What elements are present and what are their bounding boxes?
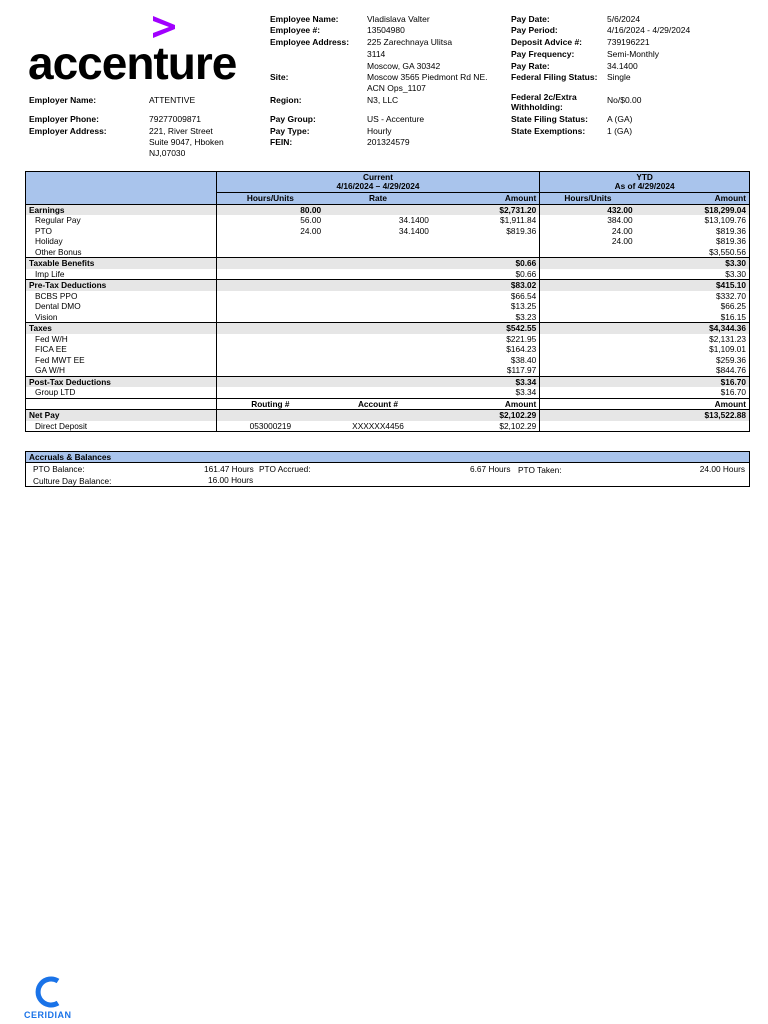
- tax-name: Fed W/H: [35, 333, 68, 344]
- table-row: [26, 344, 750, 355]
- netpay-columns-row: [26, 398, 750, 410]
- taxable-benefits-ytd: $3.30: [636, 258, 750, 269]
- earnings-hours: 80.00: [216, 204, 324, 215]
- earning-ytd-amount: $3,550.56: [709, 246, 746, 257]
- tax-ytd: $844.76: [716, 365, 746, 375]
- employee-number-label: Employee #:: [270, 25, 321, 35]
- deduction-name: Dental DMO: [35, 301, 81, 311]
- current-header: [216, 172, 540, 193]
- pay-type: Hourly: [367, 126, 392, 136]
- benefit-name: Imp Life: [35, 268, 65, 279]
- posttax-deduction-ytd: $16.70: [720, 387, 746, 397]
- table-header-period: [26, 172, 750, 193]
- deduction-name: BCBS PPO: [35, 290, 78, 301]
- table-row: [26, 226, 750, 237]
- earning-hours: [216, 236, 324, 247]
- benefit-ytd: $3.30: [725, 268, 746, 279]
- pay-group-label: Pay Group:: [270, 114, 316, 124]
- table-row: [26, 236, 750, 247]
- pay-rate: 34.1400: [607, 61, 638, 71]
- table-row: [26, 387, 750, 398]
- ceridian-c-icon: [34, 975, 64, 1009]
- table-row: [26, 334, 750, 345]
- federal-2c-label-line2: Withholding:: [511, 101, 563, 112]
- tax-ytd: $259.36: [716, 354, 746, 365]
- deduction-ytd: $66.25: [720, 301, 746, 311]
- earning-ytd-hours: [540, 247, 636, 258]
- deposit-advice: 739196221: [607, 37, 650, 47]
- deposit-advice-label: Deposit Advice #:: [511, 37, 583, 47]
- deduction-amount: $3.23: [515, 311, 537, 322]
- earning-ytd-amount: $819.36: [716, 225, 746, 236]
- employer-address-line1: 221, River Street: [149, 126, 213, 136]
- employee-address-line3: Moscow, GA 30342: [367, 61, 441, 71]
- table-row: [26, 291, 750, 302]
- fein: 201324579: [367, 137, 410, 147]
- pay-group: US - Accenture: [367, 114, 425, 124]
- earning-amount: [432, 236, 540, 247]
- netpay-section-row: [26, 410, 750, 421]
- earnings-ytd-amount: $18,299.04: [636, 204, 750, 215]
- employer-name-label: Employer Name:: [29, 95, 97, 105]
- table-row: [26, 215, 750, 226]
- deposit-account: XXXXXX4456: [352, 420, 404, 431]
- earning-amount: $1,911.84: [499, 215, 537, 225]
- pay-date: 5/6/2024: [607, 14, 641, 24]
- tax-ytd: $1,109.01: [709, 344, 746, 354]
- employer-phone-label: Employer Phone:: [29, 114, 99, 124]
- earning-rate: 34.1400: [398, 225, 429, 236]
- col-net-amount: Amount: [504, 398, 537, 409]
- pretax-amount: $83.02: [432, 280, 540, 291]
- employer-address-line2: Suite 9047, Hboken: [149, 137, 224, 147]
- state-exemptions: 1 (GA): [607, 126, 633, 136]
- table-row: [26, 365, 750, 376]
- site-line2: ACN Ops_1107: [367, 83, 426, 93]
- accruals-balances-box: [25, 451, 750, 487]
- employer-address-label: Employer Address:: [29, 126, 107, 136]
- posttax-label: Post-Tax Deductions: [26, 376, 217, 387]
- deposit-amount: $2,102.29: [499, 420, 537, 431]
- earnings-amount: $2,731.20: [432, 204, 540, 215]
- pay-period-label: Pay Period:: [511, 25, 558, 35]
- taxes-label: Taxes: [26, 323, 217, 334]
- employee-number: 13504980: [367, 25, 405, 35]
- posttax-amount: $3.34: [432, 376, 540, 387]
- deduction-ytd: $332.70: [716, 290, 746, 301]
- pto-balance-label: PTO Balance:: [33, 464, 85, 474]
- earning-ytd-amount: $13,109.76: [704, 215, 746, 225]
- tax-name: FICA EE: [35, 344, 67, 354]
- fein-label: FEIN:: [270, 137, 293, 147]
- employee-name: Vladislava Valter: [367, 14, 430, 24]
- pto-accrued: 6.67 Hours: [470, 464, 511, 474]
- pto-balance: 161.47 Hours: [204, 464, 254, 474]
- taxes-ytd: $4,344.36: [636, 323, 750, 334]
- deduction-ytd: $16.15: [720, 311, 746, 322]
- employee-name-label: Employee Name:: [270, 14, 339, 24]
- state-exemptions-label: State Exemptions:: [511, 126, 586, 136]
- table-row: [26, 421, 750, 432]
- pto-taken: 24.00 Hours: [699, 464, 745, 474]
- pay-frequency: Semi-Monthly: [607, 49, 659, 59]
- ytd-range: As of 4/29/2024: [614, 181, 675, 191]
- earning-ytd-hours: 384.00: [540, 215, 636, 226]
- earning-name: Holiday: [35, 236, 63, 246]
- state-filing-status: A (GA): [607, 114, 633, 124]
- employee-address-label: Employee Address:: [270, 37, 350, 47]
- posttax-section-row: [26, 376, 750, 387]
- earning-ytd-amount: $819.36: [716, 236, 746, 246]
- pay-statement-table: [25, 171, 750, 432]
- taxes-amount: $542.55: [432, 323, 540, 334]
- accenture-logo: accenture: [28, 37, 237, 89]
- employer-phone: 79277009871: [149, 114, 202, 124]
- earning-ytd-hours: 24.00: [540, 226, 636, 237]
- ceridian-logo-text: CERIDIAN: [24, 1010, 72, 1020]
- pay-type-label: Pay Type:: [270, 126, 310, 136]
- current-label: Current: [363, 172, 393, 182]
- posttax-deduction-amount: $3.34: [515, 387, 537, 397]
- pretax-label: Pre-Tax Deductions: [26, 280, 217, 291]
- pretax-ytd: $415.10: [636, 280, 750, 291]
- table-row: [26, 269, 750, 280]
- netpay-label: Net Pay: [26, 410, 217, 421]
- accruals-title: Accruals & Balances: [26, 452, 749, 463]
- employer-address-line3: NJ,07030: [149, 148, 186, 158]
- col-ytd-hours: Hours/Units: [540, 193, 636, 205]
- employee-address-line1: 225 Zarechnaya Ulitsa: [367, 37, 453, 47]
- federal-2c-label-line1: Federal 2c/Extra: [511, 92, 577, 102]
- pretax-section-row: [26, 280, 750, 291]
- netpay-ytd: $13,522.88: [636, 410, 750, 421]
- earning-name: PTO: [35, 225, 52, 236]
- federal-2c-value: No/$0.00: [607, 95, 642, 105]
- culture-day-label: Culture Day Balance:: [33, 476, 112, 486]
- taxes-section-row: [26, 323, 750, 334]
- col-rate: Rate: [324, 193, 432, 205]
- table-row: [26, 301, 750, 312]
- posttax-ytd: $16.70: [636, 376, 750, 387]
- tax-amount: $221.95: [506, 333, 537, 344]
- earning-amount: [432, 247, 540, 258]
- earning-hours: [216, 247, 324, 258]
- col-account: Account #: [357, 398, 399, 409]
- earnings-label: Earnings: [26, 204, 217, 215]
- col-ytd-amount: Amount: [636, 193, 750, 205]
- deduction-name: Vision: [35, 311, 58, 322]
- current-range: 4/16/2024 – 4/29/2024: [336, 181, 420, 191]
- earning-ytd-hours: 24.00: [540, 236, 636, 247]
- col-hours: Hours/Units: [216, 193, 324, 205]
- site-line1: Moscow 3565 Piedmont Rd NE.: [367, 72, 488, 82]
- employer-name: ATTENTIVE: [149, 95, 196, 105]
- deposit-routing: 053000219: [216, 421, 324, 432]
- tax-ytd: $2,131.23: [709, 333, 746, 344]
- region-label: Region:: [270, 95, 302, 105]
- earning-name: Regular Pay: [35, 215, 81, 225]
- tax-amount: $38.40: [510, 354, 537, 365]
- table-row: [26, 247, 750, 258]
- tax-amount: $117.97: [506, 365, 537, 375]
- benefit-amount: $0.66: [515, 268, 537, 279]
- deduction-amount: $13.25: [510, 301, 537, 311]
- deduction-amount: $66.54: [510, 290, 537, 301]
- earning-rate: [324, 247, 432, 258]
- table-row: [26, 355, 750, 366]
- pay-date-label: Pay Date:: [511, 14, 550, 24]
- earnings-ytd-hours: 432.00: [540, 204, 636, 215]
- site-label: Site:: [270, 72, 289, 82]
- col-routing: Routing #: [216, 398, 324, 410]
- federal-filing-status-label: Federal Filing Status:: [511, 72, 598, 82]
- col-net-ytd-amount: Amount: [714, 398, 746, 409]
- region: N3, LLC: [367, 95, 399, 105]
- earning-amount: $819.36: [506, 225, 537, 236]
- taxable-benefits-label: Taxable Benefits: [26, 258, 217, 269]
- earning-rate: 34.1400: [398, 215, 429, 225]
- pto-accrued-label: PTO Accrued:: [259, 464, 311, 474]
- taxable-benefits-section-row: [26, 258, 750, 269]
- earning-hours: 24.00: [216, 226, 324, 237]
- pay-frequency-label: Pay Frequency:: [511, 49, 575, 59]
- col-amount: Amount: [432, 193, 540, 205]
- ytd-header: [540, 172, 750, 193]
- federal-2c-label: [511, 93, 577, 112]
- deposit-name: Direct Deposit: [35, 420, 88, 431]
- tax-name: GA W/H: [35, 365, 65, 375]
- tax-name: Fed MWT EE: [35, 354, 85, 365]
- netpay-amount: $2,102.29: [432, 410, 540, 421]
- earning-rate: [324, 236, 432, 247]
- earnings-section-row: [26, 204, 750, 215]
- table-row: [26, 312, 750, 323]
- pto-taken-label: PTO Taken:: [518, 465, 562, 475]
- tax-amount: $164.23: [506, 344, 537, 354]
- employee-address-line2: 3114: [367, 49, 386, 59]
- pay-period: 4/16/2024 - 4/29/2024: [607, 25, 691, 35]
- taxable-benefits-amount: $0.66: [432, 258, 540, 269]
- state-filing-status-label: State Filing Status:: [511, 114, 588, 124]
- culture-day-balance: 16.00 Hours: [208, 475, 254, 485]
- pay-rate-label: Pay Rate:: [511, 61, 550, 71]
- earning-name: Other Bonus: [35, 246, 82, 257]
- posttax-deduction-name: Group LTD: [35, 387, 76, 397]
- earning-hours: 56.00: [216, 215, 324, 226]
- ytd-label: YTD: [636, 172, 653, 182]
- federal-filing-status: Single: [607, 72, 631, 82]
